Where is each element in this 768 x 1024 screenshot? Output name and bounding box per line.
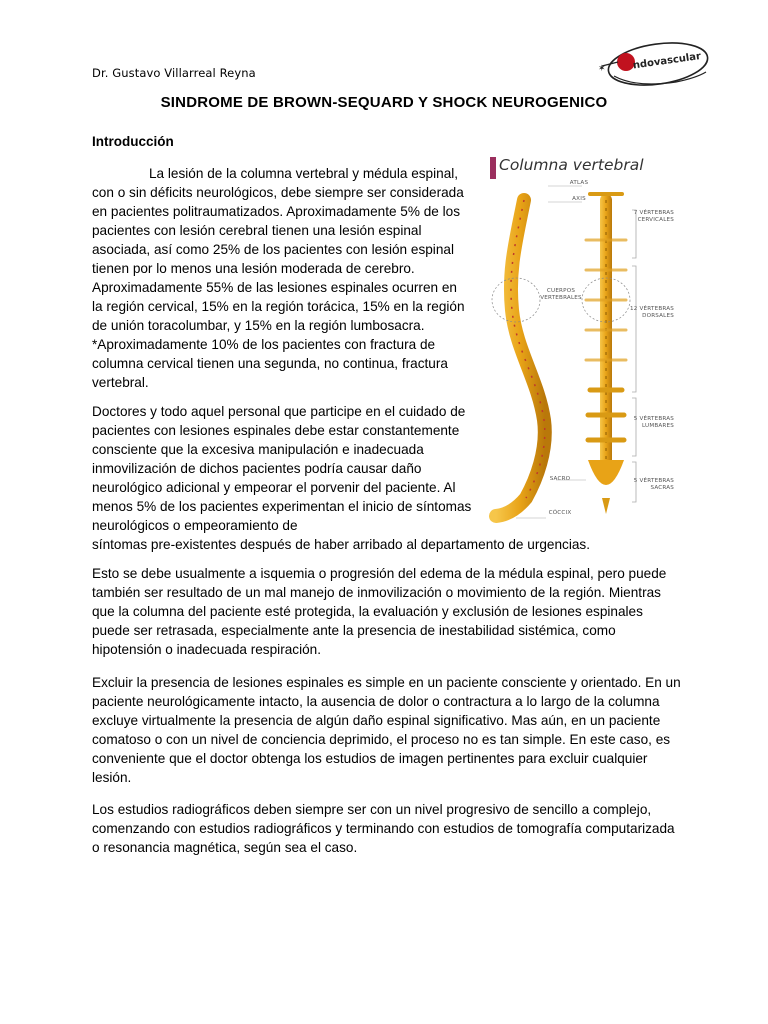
label-axis: AXIS (572, 196, 586, 202)
paragraph-3: Esto se debe usualmente a isquemia o progresión del edema de la médula espinal, pero puede también ser resultado de un mal manejo de inmovilización o movimiento de la región. Mientras que la columna del paciente esté protegida, la evaluación y exclusión de lesiones espinales puede ser retrasada, especialmente ante la presencia de inestabilidad sistémica, como hipotensión o inadecuada respiración. (92, 566, 667, 657)
paragraph-2-continuation: síntomas pre-existentes después de haber arribado al departamento de urgencias. (92, 537, 590, 552)
paragraph-2: Doctores y todo aquel personal que participe en el cuidado de pacientes con lesiones espinales debe estar constantemente consciente que la excesiva manipulación e inadecuada inmovilización de dichos pacientes podría causar daño neurológico adicional y empeorar el porvenir del paciente. Al menos 5% de los pacientes experimentan el inicio de síntomas neurológicos o empeoramiento de (92, 404, 472, 533)
label-sacras: 5 VÉRTEBRAS SACRAS (633, 478, 674, 491)
document-title: SINDROME DE BROWN-SEQUARD Y SHOCK NEUROGENICO (160, 94, 608, 111)
endovascular-logo (596, 36, 711, 96)
paragraph-4: Excluir la presencia de lesiones espinales es simple en un paciente consciente y orientado. En un paciente neurológicamente intacto, la ausencia de dolor o contractura a lo largo de la columna excluye virtualmente la presencia de algún daño espinal significativo. Mas aún, en un paciente comatoso o con un nivel de conciencia deprimido, el proceso no es tan simple. En este caso, es conveniente que el doctor obtenga los estudios de imagen pertinentes para excluir cualquier lesión. (92, 675, 681, 785)
label-cervicales: 7 VÉRTEBRAS CERVICALES (633, 210, 674, 223)
svg-text:✶: ✶ (598, 64, 606, 74)
spine-illustration (486, 180, 658, 526)
paragraph-1: La lesión de la columna vertebral y médula espinal, con o sin déficits neurológicos, debe siempre ser considerada en pacientes politraumatizados. Aproximadamente 5% de los pacientes con lesión cerebral tienen una lesión espinal asociada, así como 25% de los pacientes con lesión espinal tienen por lo menos una lesión moderada de cerebro. Aproximadamente 55% de las lesiones espinales ocurren en la región cervical, 15% en la región torácica, 15% en la región de unión toracolumbar, y 15% en la región lumbosacra. *Aproximadamente 10% de los pacientes con fractura de columna cervical tienen una segunda, no continua, fractura vertebral. (92, 166, 465, 390)
paragraph-5: Los estudios radiográficos deben siempre ser con un nivel progresivo de sencillo a complejo, comenzando con estudios radiográficos y terminando con estudios de tomografía computarizada o resonancia magnética, según sea el caso. (92, 802, 675, 855)
label-sacro: SACRO (549, 476, 571, 482)
label-coccix: CÓCCIX (548, 510, 572, 516)
figure-accent-bar (490, 157, 496, 179)
label-dorsales: 12 VÉRTEBRAS DORSALES (630, 306, 674, 319)
label-atlas: ATLAS (569, 180, 589, 186)
label-cuerpos-vertebrales: CUERPOS VERTEBRALES (540, 288, 582, 301)
section-heading: Introducción (92, 134, 174, 149)
author-name: Dr. Gustavo Villarreal Reyna (92, 66, 256, 80)
svg-text:ndovascular: ndovascular (632, 51, 702, 72)
label-lumbares: 5 VÉRTEBRAS LUMBARES (633, 416, 674, 429)
figure-title: Columna vertebral (499, 156, 644, 174)
